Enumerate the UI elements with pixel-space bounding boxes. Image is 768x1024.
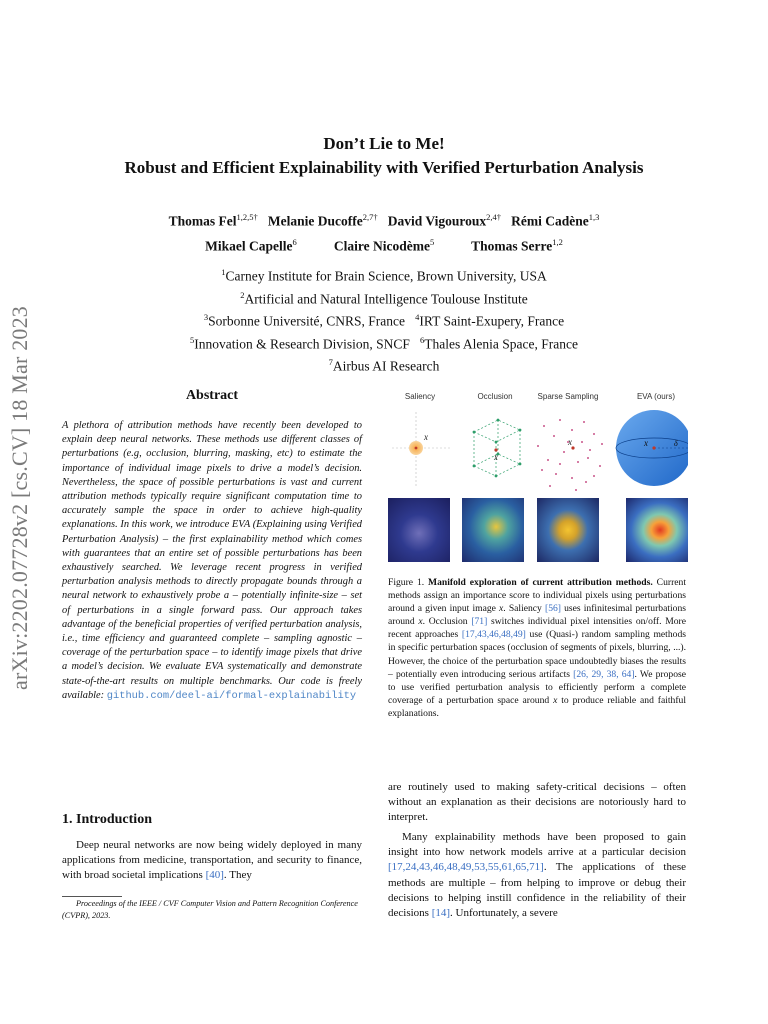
intro-text: Deep neural networks are now being widely deployed in many applications from medicine, transportation, and security to finance, with broad societal implications [62,839,362,882]
affil-sup: 5 [190,334,195,345]
author-sup: 6 [292,236,297,247]
footnote-rule [62,896,122,897]
citation-link[interactable]: [17,24,43,46,48,49,53,55,61,65,71] [388,861,544,874]
caption-symbol: x [553,694,558,706]
arxiv-id: arXiv:2202.07728v2 [cs.CV] 18 Mar 2023 [7,306,32,690]
citation-link[interactable]: [14] [431,907,451,920]
author-name: David Vigouroux [387,213,487,229]
sparse-sampling-diagram [537,419,603,491]
title-line-1: Don’t Lie to Me! [323,134,445,153]
caption-prefix: Figure 1. [388,577,429,588]
abstract-text: A plethora of attribution methods have recently been developed to explain deep neural networks. These methods use different classes of perturbations (e.g, occlusion, blurring, masking, etc) to estimate the importance of individual image pixels to drive a model’s decision. Nevertheless, the space of possible perturbations is vast and current attribution methods typically require significant computation time to accurately sample the space in order to achieve high-quality explanations. In this work, we introduce EVA (Explaining using Verified Perturbation Analysis) – the first explainability method which comes with guarantees that an entire set of possible perturbations has been exhaustively searched. We leverage recent progress in verified perturbation analysis methods to directly propagate bounds through a neural network to exhaustively probe a – potentially infinite-size – set of perturbations in a single forward pass. Our approach takes advantage of the beneficial properties of verified perturbation analysis, i.e., time efficiency and guaranteed complete – sampling agnostic – coverage of the perturbation space – to identify image pixels that drive a model’s decision. We evaluate EVA systematically and demonstrate state-of-the-art results on multiple benchmarks. Our code is freely available: [62,420,362,701]
intro-paragraph [62,838,362,884]
figure-label-occlusion: Occlusion [477,392,513,401]
caption-text: Current methods assign an importance score to individual pixels using perturbations around a given input image [388,577,686,615]
occlusion-diagram [474,420,520,476]
right-column-paragraph-2 [388,830,686,921]
symbol-x: x [568,437,572,447]
citation-link[interactable]: [40] [205,869,224,882]
affil-sup: 6 [420,334,425,345]
citation-link[interactable]: [17,43,46,48,49] [461,629,526,641]
caption-symbol: x [499,603,504,615]
affil-text: Thales Alenia Space, France [424,336,578,351]
symbol-x: x [644,438,648,448]
caption-text: to produce reliable and faithful explanations. [388,694,686,719]
affil-sup: 3 [203,312,209,322]
caption-text: use (Quasi-) random sampling methods in specific perturbation spaces (occlusion of segments of pixels, blurring, ...). However, the choice of the perturbation space undoubtedly biases the results – potentially even introducing serious artifacts [388,629,686,680]
affil-text: IRT Saint-Exupery, France [419,313,565,329]
paper-title [0,132,768,180]
author-sup: 2,4† [486,212,501,222]
author-name: Melanie Ducoffe [267,213,363,229]
affil-sup: 4 [415,312,420,322]
affiliations [0,263,768,376]
symbol-x: x [494,452,498,462]
author-list [0,207,768,256]
abstract-heading: Abstract [185,388,239,403]
affil-sup: 1 [221,267,226,277]
eva-sphere-diagram [616,410,688,486]
affiliation [0,308,768,331]
author-sup: 1,2,5† [236,212,258,222]
author-sup: 1,2 [552,236,563,247]
symbol-x: x [424,432,428,442]
affil-sup: 2 [240,289,245,300]
citation-link[interactable]: [26, 29, 38, 64] [573,668,635,680]
affil-text: Airbus AI Research [332,358,440,374]
affil-text: Carney Institute for Brain Science, Brown University, USA [225,268,547,284]
author-sup: 1,3 [588,212,600,222]
affil-sup: 7 [328,357,333,367]
author-sup: 5 [429,236,435,247]
author-sup: 2,7† [362,212,378,222]
author-name: Claire Nicodème [333,238,430,253]
affil-text: Artificial and Natural Intelligence Toulouse Institute [244,291,528,306]
figure-caption [388,576,686,720]
sparse-sampling-heatmap-image [537,498,599,562]
right-column-paragraph: are routinely used to making safety-critical decisions – often without an explanation as their decisions are notoriously hard to interpret. [388,781,686,824]
author-name: Rémi Cadène [511,213,589,229]
eva-heatmap-image [626,498,688,562]
saliency-diagram [392,412,452,486]
figure-label-saliency: Saliency [404,392,436,401]
intro-text: . They [223,869,252,882]
code-link[interactable]: github.com/deel-ai/formal-explainability [106,689,357,702]
caption-text: . We propose to use verified perturbation analysis to efficiently perform a complete coverage of a perturbation space around [388,668,686,706]
affil-text: Innovation & Research Division, SNCF [194,336,410,351]
author-row-1 [0,207,768,232]
author-name: Thomas Fel [168,213,237,229]
body-text: Many explainability methods have been proposed to gain insight into how network models arrive at a particular decision [388,831,686,859]
figure-label-sparse-sampling: Sparse Sampling [537,392,599,401]
affiliation [0,353,768,376]
affiliation [0,263,768,286]
affil-text: Sorbonne Université, CNRS, France [208,313,406,329]
body-text: . Unfortunately, a severe [450,907,558,920]
affiliation [0,331,768,354]
caption-text: switches individual pixel intensities on/off. More recent approaches [388,616,686,641]
figure-label-eva: EVA (ours) [636,392,676,401]
caption-bold: Manifold exploration of current attribution methods. [428,577,653,588]
perturbation-diagram [388,406,688,498]
caption-text: . Saliency [503,603,545,615]
abstract-body [62,419,362,703]
symbol-delta: δ [674,439,678,448]
citation-link[interactable]: [71] [471,616,488,628]
caption-text: uses infinitesimal perturbations around [388,603,687,628]
section-heading-introduction: 1. Introduction [62,812,152,827]
occlusion-heatmap-image [462,498,524,562]
caption-text: . Occlusion [422,616,472,628]
author-name: Mikael Capelle [205,238,293,253]
author-name: Thomas Serre [471,238,553,253]
affiliation [0,286,768,309]
author-row-2 [0,232,768,257]
title-line-2: Robust and Efficient Explainability with Verified Perturbation Analysis [124,158,644,177]
caption-symbol: x [418,616,423,628]
citation-link[interactable]: [56] [545,603,561,615]
footnote: Proceedings of the IEEE / CVF Computer Vision and Pattern Recognition Conference (CVPR), 2023. [62,899,358,920]
body-text: . The applications of these methods are multiple – from helping to improve or debug their decisions to helping instill confidence in the reliability of their decisions [388,861,686,920]
saliency-heatmap-image [388,498,450,562]
